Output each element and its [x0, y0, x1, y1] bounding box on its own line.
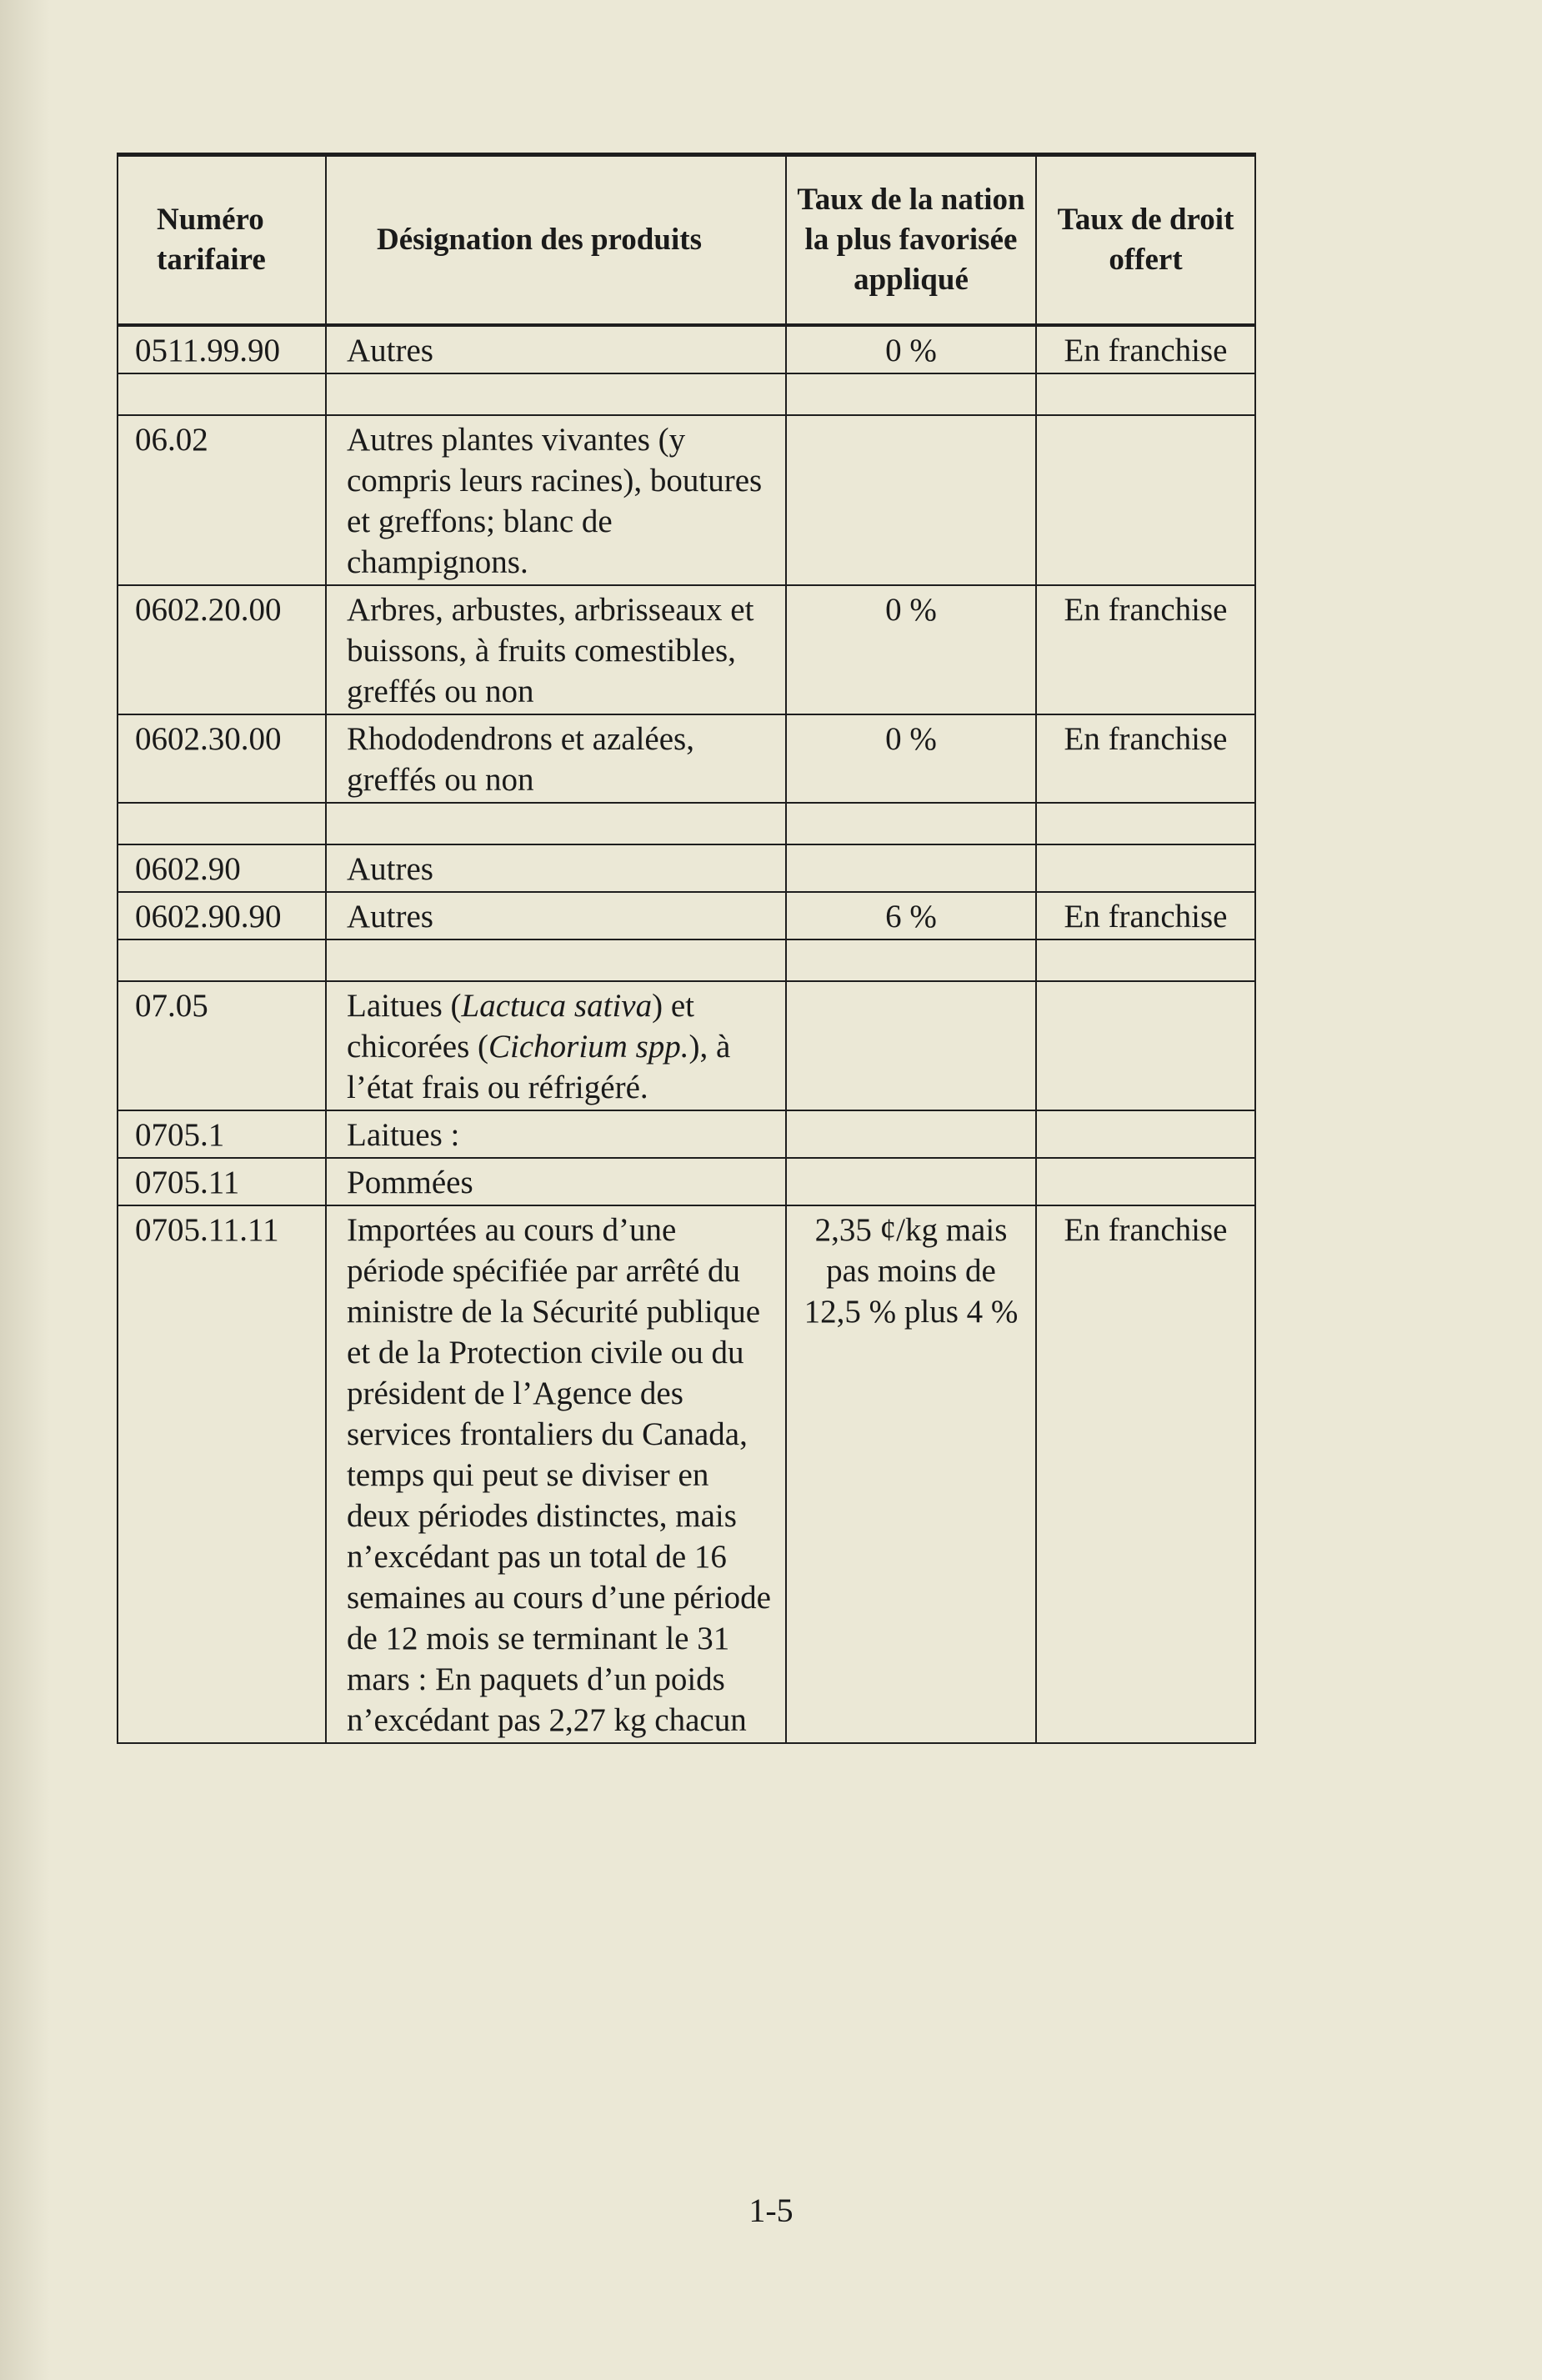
empty-cell — [1036, 939, 1255, 981]
table-row — [118, 1110, 1255, 1158]
header-mfn-rate: Taux de la nation la plus favorisée appliqué — [786, 155, 1036, 326]
mfn-rate — [786, 1110, 1036, 1158]
latin-name: Cichorium spp. — [488, 1029, 689, 1065]
mfn-rate: 0 % — [786, 585, 1036, 714]
table-row — [118, 892, 1255, 939]
table-row — [118, 415, 1255, 585]
table-row — [118, 1158, 1255, 1205]
offered-rate: En franchise — [1036, 325, 1255, 373]
offered-rate: En franchise — [1036, 892, 1255, 939]
empty-cell — [786, 939, 1036, 981]
offered-rate — [1036, 844, 1255, 892]
mfn-rate: 6 % — [786, 892, 1036, 939]
empty-cell — [1036, 803, 1255, 844]
product-designation: Autres — [326, 844, 786, 892]
product-designation: Autres — [326, 325, 786, 373]
tariff-code: 0602.20.00 — [118, 585, 326, 714]
offered-rate: En franchise — [1036, 714, 1255, 803]
offered-rate — [1036, 981, 1255, 1110]
product-designation: Pommées — [326, 1158, 786, 1205]
empty-cell — [326, 373, 786, 415]
table-row — [118, 981, 1255, 1110]
offered-rate — [1036, 415, 1255, 585]
empty-cell — [118, 373, 326, 415]
table-row — [118, 1205, 1255, 1743]
empty-cell — [326, 803, 786, 844]
product-designation: Arbres, arbustes, arbrisseaux et buissons, à fruits comestibles, greffés ou non — [326, 585, 786, 714]
header-designation: Désignation des produits — [326, 155, 786, 326]
empty-cell — [786, 803, 1036, 844]
mfn-rate — [786, 981, 1036, 1110]
offered-rate — [1036, 1158, 1255, 1205]
mfn-rate: 0 % — [786, 325, 1036, 373]
latin-name: Lactuca sativa — [461, 988, 653, 1024]
empty-cell — [1036, 373, 1255, 415]
product-designation: Rhododendrons et azalées, greffés ou non — [326, 714, 786, 803]
mfn-rate — [786, 844, 1036, 892]
tariff-code: 0602.30.00 — [118, 714, 326, 803]
table-row-blank — [118, 803, 1255, 844]
table-row — [118, 844, 1255, 892]
product-designation: Autres — [326, 892, 786, 939]
designation-text: ), à l’état frais ou réfrigéré. — [347, 1029, 731, 1105]
mfn-rate — [786, 415, 1036, 585]
table-header-row — [118, 155, 1255, 326]
empty-cell — [118, 939, 326, 981]
designation-text: ) et chicorées ( — [347, 988, 694, 1065]
tariff-code: 0511.99.90 — [118, 325, 326, 373]
header-code: Numéro tarifaire — [118, 155, 326, 326]
table-row — [118, 714, 1255, 803]
offered-rate: En franchise — [1036, 1205, 1255, 1743]
tariff-code: 07.05 — [118, 981, 326, 1110]
designation-text: Laitues ( — [347, 988, 462, 1024]
page-edge-shadow — [0, 0, 50, 2380]
product-designation: Importées au cours d’une période spécifiée par arrêté du ministre de la Sécurité publique et de la Protection civile ou du président de l’Agence des services frontaliers du Canada, temps qui peut se diviser en deux périodes distinctes, mais n’excédant pas un total de 16 semaines au cours d’une période de 12 mois se terminant le 31 mars : En paquets d’un poids n’excédant pas 2,27 kg chacun — [326, 1205, 786, 1743]
tariff-code: 0705.11 — [118, 1158, 326, 1205]
tariff-code: 0602.90.90 — [118, 892, 326, 939]
tariff-code: 06.02 — [118, 415, 326, 585]
tariff-code: 0705.11.11 — [118, 1205, 326, 1743]
product-designation: Laitues : — [326, 1110, 786, 1158]
table-row-blank — [118, 373, 1255, 415]
offered-rate: En franchise — [1036, 585, 1255, 714]
tariff-table — [117, 153, 1256, 1744]
empty-cell — [786, 373, 1036, 415]
table-row-blank — [118, 939, 1255, 981]
tariff-code: 0705.1 — [118, 1110, 326, 1158]
page-number: 1-5 — [748, 2192, 794, 2229]
mfn-rate — [786, 1158, 1036, 1205]
tariff-code: 0602.90 — [118, 844, 326, 892]
table-row — [118, 585, 1255, 714]
product-designation: Autres plantes vivantes (y compris leurs racines), boutures et greffons; blanc de champignons. — [326, 415, 786, 585]
mfn-rate: 2,35 ¢/kg mais pas moins de 12,5 % plus 4 % — [786, 1205, 1036, 1743]
offered-rate — [1036, 1110, 1255, 1158]
empty-cell — [326, 939, 786, 981]
mfn-rate: 0 % — [786, 714, 1036, 803]
table-row — [118, 325, 1255, 373]
product-designation — [326, 981, 786, 1110]
empty-cell — [118, 803, 326, 844]
header-offered-rate: Taux de droit offert — [1036, 155, 1255, 326]
